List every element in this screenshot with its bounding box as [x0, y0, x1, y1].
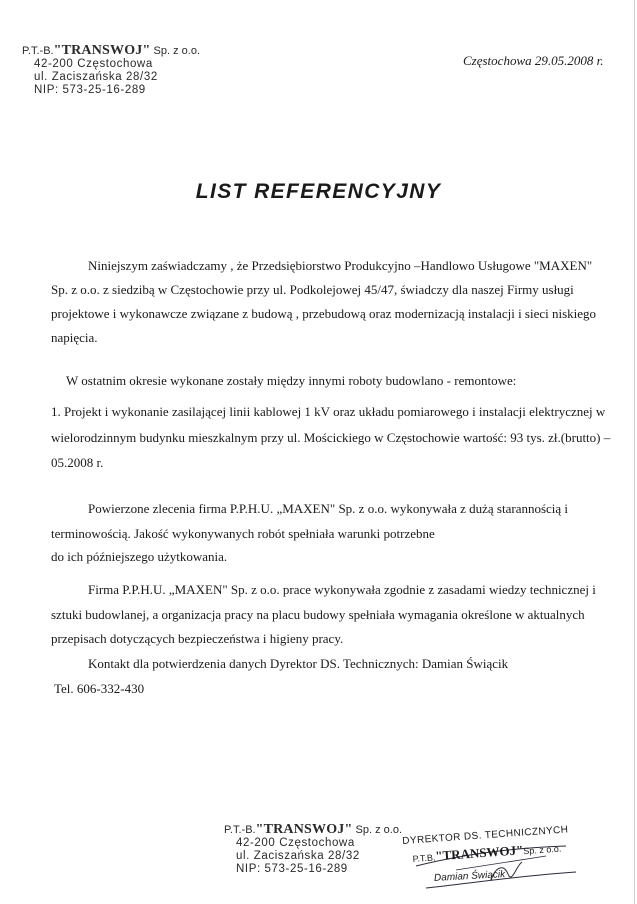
stamp-address-line1: 42-200 Częstochowa — [236, 837, 355, 849]
stamp-nip: NIP: 573-25-16-289 — [34, 84, 146, 96]
compliance-line-1: Firma P.P.H.U. „MAXEN" Sp. z o.o. prace wykonywała zgodnie z zasadami wiedzy technicznej i — [88, 582, 596, 597]
signature-name: Damian Świącik — [433, 869, 506, 884]
stamp-address-line1: 42-200 Częstochowa — [34, 58, 153, 70]
compliance-line-3: przepisach dotyczących bezpieczeństwa i higieny pracy. — [51, 631, 344, 646]
quality-line-1: Powierzone zlecenia firma P.P.H.U. „MAXEN" Sp. z o.o. wykonywała z dużą starannością i — [88, 501, 569, 516]
work-item-line-2: wielorodzinnym budynku mieszkalnym przy ul. Mościckiego w Częstochowie wartość: 93 tys. zł.(brutto) – — [51, 430, 611, 445]
compliance-line-2: sztuki budowlanej, a organizacja pracy na placu budowy spełniała wymagania określone w aktualnych — [51, 607, 585, 622]
phone-line: Tel. 606-332-430 — [54, 681, 145, 696]
works-heading: W ostatnim okresie wykonane zostały między innymi roboty budowlano - remontowe: — [66, 373, 517, 388]
signature-title: DYREKTOR DS. TECHNICZNYCH — [402, 824, 569, 847]
intro-line-2: Sp. z o.o. z siedzibą w Częstochowie przy ul. Podkolejowej 45/47, świadczy dla naszej Firmy usługi — [51, 282, 574, 297]
intro-line-3: projektowe i wykonawcze związane z budową , przebudową oraz modernizacją instalacji i sieci niskiego — [51, 306, 597, 321]
contact-line: Kontakt dla potwierdzenia danych Dyrektor DS. Technicznych: Damian Świącik — [88, 656, 509, 671]
director-signature-stamp — [396, 826, 606, 896]
document-title: LIST REFERENCYJNY — [195, 180, 442, 203]
document-date: Częstochowa 29.05.2008 r. — [463, 53, 604, 68]
company-stamp-top — [22, 43, 201, 97]
stamp-address-line2: ul. Zaciszańska 28/32 — [236, 850, 360, 862]
stamp-address-line2: ul. Zaciszańska 28/32 — [34, 71, 158, 83]
intro-line-1: Niniejszym zaświadczamy , że Przedsiębiorstwo Produkcyjno –Handlowo Usługowe "MAXEN" — [88, 258, 593, 273]
work-item-line-3: 05.2008 r. — [51, 455, 104, 470]
stamp-nip: NIP: 573-25-16-289 — [236, 863, 348, 875]
stamp-company-name: P.T.-B."TRANSWOJ" Sp. z o.o. — [22, 43, 201, 58]
intro-line-4: napięcia. — [51, 330, 98, 345]
signature-company: P.T.B."TRANSWOJ"Sp. z o.o. — [412, 842, 562, 864]
quality-line-3: do ich późniejszego użytkowania. — [51, 549, 228, 564]
company-stamp-bottom — [224, 822, 403, 876]
page-edge — [634, 0, 635, 904]
quality-line-2: terminowością. Jakość wykonywanych robót spełniała warunki potrzebne — [51, 526, 435, 541]
stamp-company-name: P.T.-B."TRANSWOJ" Sp. z o.o. — [224, 822, 403, 837]
work-item-line-1: 1. Projekt i wykonanie zasilającej linii kablowej 1 kV oraz układu pomiarowego i instalacji elektrycznej w — [51, 404, 606, 419]
